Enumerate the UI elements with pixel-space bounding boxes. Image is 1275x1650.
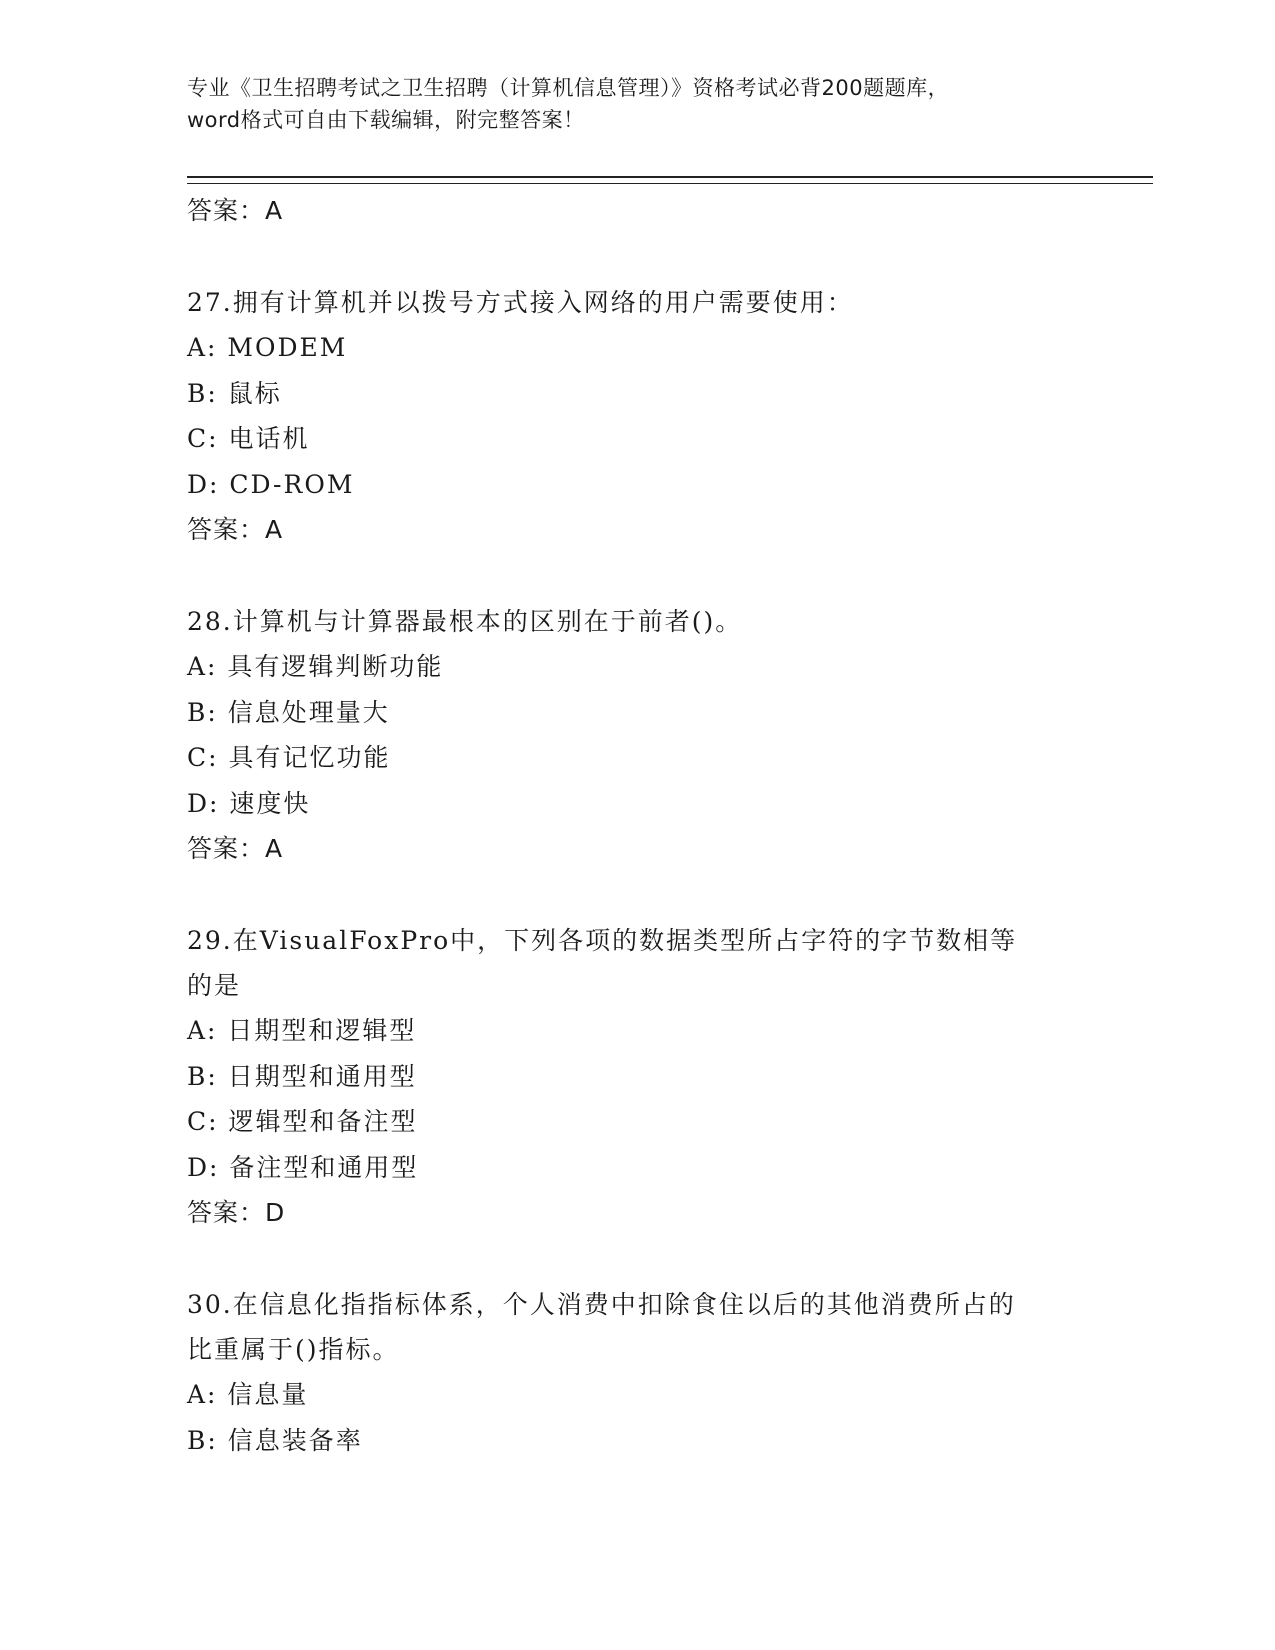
question-27 (187, 280, 1087, 553)
header-line-2: word格式可自由下载编辑，附完整答案！ (187, 108, 585, 132)
question-stem: 28.计算机与计算器最根本的区别在于前者()。 (187, 607, 743, 636)
answer-line: 答案：D (187, 1198, 286, 1227)
question-stem-continued: 比重属于()指标。 (187, 1335, 400, 1364)
option-d: D: CD-ROM (187, 469, 355, 499)
question-28 (187, 599, 1087, 872)
question-stem: 27.拥有计算机并以拨号方式接入网络的用户需要使用： (187, 288, 854, 317)
option-d: D: 速度快 (187, 788, 311, 818)
option-b: B: 鼠标 (187, 378, 282, 408)
answer-line: 答案：A (187, 196, 284, 225)
question-29 (187, 918, 1087, 1236)
option-a: A: 具有逻辑判断功能 (187, 652, 444, 681)
answer-line: 答案：A (187, 515, 284, 544)
answer-line: 答案：A (187, 834, 284, 863)
header-divider (187, 176, 1153, 184)
header-line-1: 专业《卫生招聘考试之卫生招聘（计算机信息管理）》资格考试必背200题题库， (187, 76, 950, 100)
option-a: A: 信息量 (187, 1380, 309, 1409)
document-body (187, 188, 1087, 1463)
option-c: C: 具有记忆功能 (187, 743, 391, 772)
option-c: C: 电话机 (187, 424, 310, 453)
question-30 (187, 1282, 1087, 1463)
option-b: B: 信息装备率 (187, 1425, 363, 1455)
question-stem: 30.在信息化指指标体系，个人消费中扣除食住以后的其他消费所占的 (187, 1290, 1016, 1319)
document-header (187, 72, 1087, 136)
option-b: B: 信息处理量大 (187, 697, 390, 727)
question-stem: 29.在VisualFoxPro中，下列各项的数据类型所占字符的字节数相等 (187, 926, 1018, 955)
option-a: A: MODEM (187, 333, 348, 362)
option-c: C: 逻辑型和备注型 (187, 1107, 418, 1136)
option-b: B: 日期型和通用型 (187, 1061, 417, 1091)
option-a: A: 日期型和逻辑型 (187, 1016, 417, 1045)
question-stem-continued: 的是 (187, 971, 242, 1000)
option-d: D: 备注型和通用型 (187, 1152, 419, 1182)
